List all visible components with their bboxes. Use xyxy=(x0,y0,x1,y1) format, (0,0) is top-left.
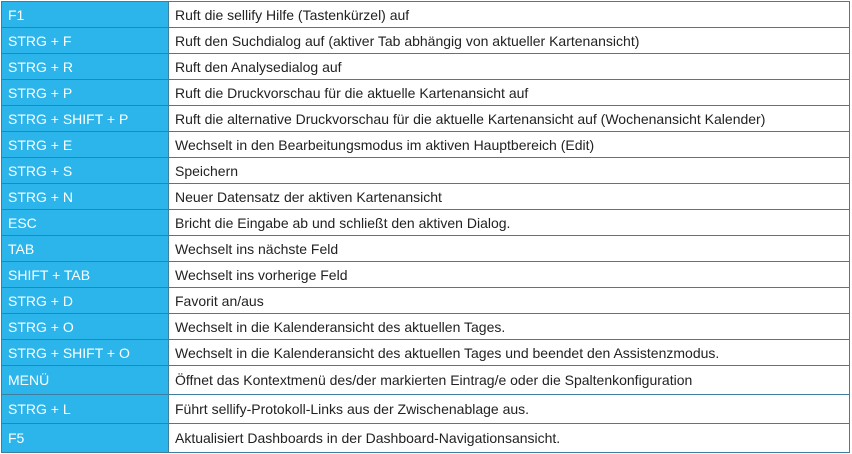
shortcut-key: STRG + P xyxy=(2,80,169,106)
shortcut-description: Aktualisiert Dashboards in der Dashboard-Navigationsansicht. xyxy=(169,424,850,453)
shortcut-key: MENÜ xyxy=(2,366,169,395)
shortcut-description: Wechselt ins vorherige Feld xyxy=(169,262,850,288)
table-row xyxy=(2,262,850,288)
table-row xyxy=(2,236,850,262)
shortcut-key: STRG + SHIFT + O xyxy=(2,340,169,366)
shortcut-description: Wechselt ins nächste Feld xyxy=(169,236,850,262)
shortcut-key: STRG + R xyxy=(2,54,169,80)
table-row xyxy=(2,2,850,28)
table-row xyxy=(2,184,850,210)
shortcut-description: Ruft die Druckvorschau für die aktuelle Kartenansicht auf xyxy=(169,80,850,106)
table-row xyxy=(2,158,850,184)
table-row xyxy=(2,80,850,106)
shortcut-key: TAB xyxy=(2,236,169,262)
shortcut-key: STRG + O xyxy=(2,314,169,340)
shortcut-description: Ruft den Analysedialog auf xyxy=(169,54,850,80)
shortcut-key: STRG + S xyxy=(2,158,169,184)
shortcut-key: STRG + F xyxy=(2,28,169,54)
shortcut-key: STRG + E xyxy=(2,132,169,158)
shortcut-description: Neuer Datensatz der aktiven Kartenansicht xyxy=(169,184,850,210)
table-row xyxy=(2,366,850,395)
table-row xyxy=(2,132,850,158)
table-row xyxy=(2,210,850,236)
shortcut-table xyxy=(1,1,850,453)
shortcut-description: Ruft die alternative Druckvorschau für die aktuelle Kartenansicht auf (Wochenansicht Kalender) xyxy=(169,106,850,132)
shortcut-key: F1 xyxy=(2,2,169,28)
shortcut-description: Öffnet das Kontextmenü des/der markierten Eintrag/e oder die Spaltenkonfiguration xyxy=(169,366,850,395)
table-row xyxy=(2,106,850,132)
table-row xyxy=(2,395,850,424)
shortcut-key: STRG + N xyxy=(2,184,169,210)
shortcut-key: STRG + D xyxy=(2,288,169,314)
table-row xyxy=(2,28,850,54)
shortcut-table-body xyxy=(2,2,850,453)
shortcut-description: Speichern xyxy=(169,158,850,184)
shortcut-key: STRG + L xyxy=(2,395,169,424)
shortcut-description: Führt sellify-Protokoll-Links aus der Zwischenablage aus. xyxy=(169,395,850,424)
shortcut-description: Wechselt in die Kalenderansicht des aktuellen Tages und beendet den Assistenzmodus. xyxy=(169,340,850,366)
table-row xyxy=(2,288,850,314)
shortcut-key: ESC xyxy=(2,210,169,236)
shortcut-description: Bricht die Eingabe ab und schließt den aktiven Dialog. xyxy=(169,210,850,236)
shortcut-key: F5 xyxy=(2,424,169,453)
shortcut-description: Ruft die sellify Hilfe (Tastenkürzel) auf xyxy=(169,2,850,28)
table-row xyxy=(2,340,850,366)
shortcut-description: Wechselt in die Kalenderansicht des aktuellen Tages. xyxy=(169,314,850,340)
table-row xyxy=(2,424,850,453)
shortcut-key: STRG + SHIFT + P xyxy=(2,106,169,132)
shortcut-description: Ruft den Suchdialog auf (aktiver Tab abhängig von aktueller Kartenansicht) xyxy=(169,28,850,54)
table-row xyxy=(2,314,850,340)
shortcut-key: SHIFT + TAB xyxy=(2,262,169,288)
shortcut-description: Favorit an/aus xyxy=(169,288,850,314)
table-row xyxy=(2,54,850,80)
shortcut-description: Wechselt in den Bearbeitungsmodus im aktiven Hauptbereich (Edit) xyxy=(169,132,850,158)
